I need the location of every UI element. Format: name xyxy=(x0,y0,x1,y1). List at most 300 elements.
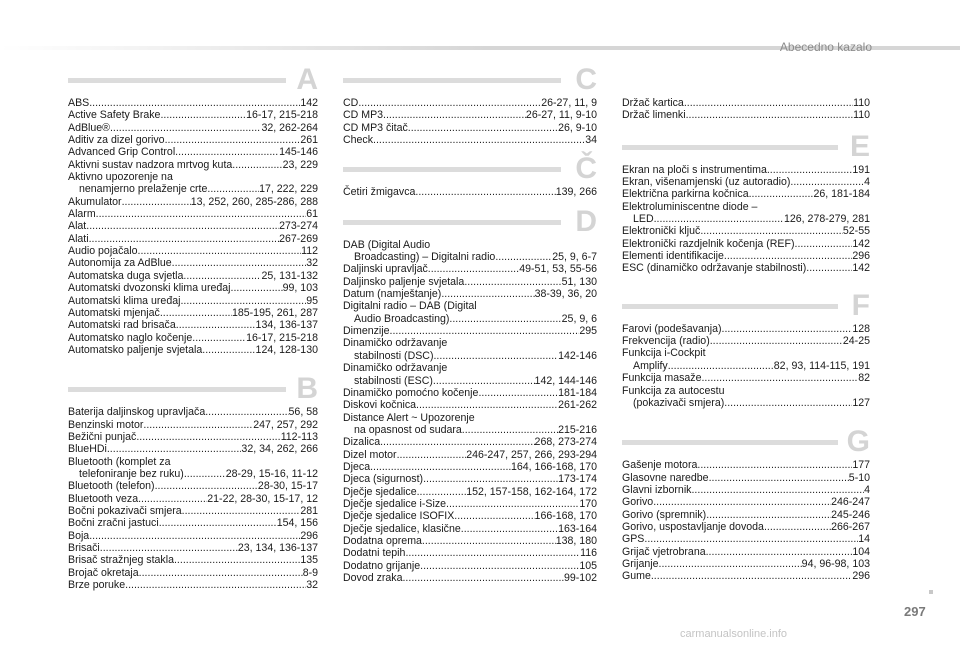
section-header xyxy=(68,372,318,406)
entry-term: CD MP3 čitač xyxy=(343,121,408,134)
index-entry xyxy=(68,319,318,331)
index-entry xyxy=(343,498,597,510)
entry-term: Dječje sjedalice, klasične xyxy=(343,522,461,535)
entry-term: Elektronički ključ xyxy=(622,225,701,238)
entry-term: Dodatno grijanje xyxy=(343,559,421,572)
section-letter: B xyxy=(296,372,318,406)
entry-pages: 32 xyxy=(306,257,318,270)
leader-dots xyxy=(180,295,306,307)
index-entry xyxy=(622,188,870,200)
leader-dots xyxy=(160,307,232,319)
leader-dots xyxy=(402,572,564,584)
index-entry xyxy=(68,505,318,517)
index-entry xyxy=(68,270,318,282)
entry-term: Daljinski upravljač xyxy=(343,263,428,276)
entry-term: Glasovne naredbe xyxy=(622,471,709,484)
entry-term: Bočni pokazivači smjera xyxy=(68,504,182,517)
section-letter: C xyxy=(575,63,597,96)
page-number: 297 xyxy=(904,604,926,619)
index-entry xyxy=(622,546,870,558)
leader-dots xyxy=(110,122,261,134)
index-entry xyxy=(622,509,870,521)
index-entry xyxy=(622,347,870,359)
leader-dots xyxy=(700,225,843,237)
index-entry xyxy=(343,547,597,559)
entry-term: Gorivo xyxy=(622,496,654,509)
entry-term: Gorivo, uspostavljanje dovoda xyxy=(622,520,764,533)
entry-term: Brisač stražnjeg stakla xyxy=(68,554,174,567)
leader-dots xyxy=(644,533,858,545)
entry-term: Grijanje xyxy=(622,557,659,570)
header-gradient-rule xyxy=(0,46,490,50)
section-rule xyxy=(343,167,561,172)
leader-dots xyxy=(174,554,300,566)
entry-term: LED xyxy=(633,213,654,226)
entry-pages: 154, 156 xyxy=(276,517,318,530)
entry-term: Bluetooth (komplet za xyxy=(68,455,171,468)
section-header xyxy=(343,63,597,97)
entry-pages: 8-9 xyxy=(302,566,318,579)
leader-dots xyxy=(428,263,519,275)
index-entry xyxy=(622,385,870,397)
index-entry xyxy=(343,535,597,547)
entry-pages: 16-17, 215-218 xyxy=(246,109,318,122)
entry-pages: 128 xyxy=(852,322,870,335)
entry-pages: 266-267 xyxy=(831,520,870,533)
index-entry xyxy=(343,424,597,436)
index-entry xyxy=(622,213,870,225)
entry-term: Funkcija i-Cockpit xyxy=(622,347,706,360)
leader-dots xyxy=(422,535,556,547)
entry-term: na opasnost od sudara xyxy=(354,423,462,436)
leader-dots xyxy=(795,238,853,250)
entry-pages: 17, 222, 229 xyxy=(259,183,318,196)
section-header xyxy=(343,205,597,239)
entry-pages: 281 xyxy=(300,504,318,517)
leader-dots xyxy=(706,509,831,521)
entry-pages: 25, 131-132 xyxy=(261,269,318,282)
entry-pages: 94, 96-98, 103 xyxy=(801,557,870,570)
index-entry xyxy=(68,134,318,146)
entry-term: Elementi identifikacije xyxy=(622,250,724,263)
leader-dots xyxy=(710,335,843,347)
entry-pages: 99, 103 xyxy=(282,282,318,295)
entry-term: Automatski rad brisača xyxy=(68,319,176,332)
index-entry xyxy=(343,239,597,251)
entry-pages: 261-262 xyxy=(558,399,597,412)
entry-term: Aditiv za dizel gorivo xyxy=(68,134,165,147)
index-entry xyxy=(68,567,318,579)
entry-list xyxy=(622,164,870,275)
leader-dots xyxy=(478,387,558,399)
leader-dots xyxy=(433,375,535,387)
section-rule xyxy=(68,387,286,392)
entry-pages: 177 xyxy=(852,459,870,472)
index-entry xyxy=(343,510,597,522)
entry-term: Akumulator xyxy=(68,195,122,208)
entry-pages: 28-29, 15-16, 11-12 xyxy=(225,467,318,480)
entry-pages: 215-216 xyxy=(558,423,597,436)
entry-pages: 124, 128-130 xyxy=(255,343,318,356)
entry-pages: 112-113 xyxy=(280,430,318,443)
entry-term: stabilnosti (DSC) xyxy=(354,349,434,362)
watermark: carmanualsonline.info xyxy=(680,628,788,640)
entry-term: Autonomija za AdBlue xyxy=(68,257,172,270)
leader-dots xyxy=(764,521,831,533)
entry-pages: 4 xyxy=(864,483,870,496)
entry-pages: 116 xyxy=(580,547,597,560)
leader-dots xyxy=(654,213,784,225)
index-entry xyxy=(68,344,318,356)
entry-term: Automatsko paljenje svjetala xyxy=(68,343,203,356)
index-entry xyxy=(68,257,318,269)
entry-pages: 82 xyxy=(858,372,870,385)
leader-dots xyxy=(139,567,303,579)
entry-pages: 26-27, 11, 9 xyxy=(541,97,597,109)
index-entry xyxy=(622,109,870,121)
entry-term: Bluetooth veza xyxy=(68,492,139,505)
entry-term: Boja xyxy=(68,529,90,542)
section-A xyxy=(68,63,318,356)
entry-term: Dimenzije xyxy=(343,325,390,338)
leader-dots xyxy=(461,523,558,535)
leader-dots xyxy=(370,461,511,473)
entry-term: Audio Broadcasting) xyxy=(354,312,450,325)
entry-pages: 16-17, 215-218 xyxy=(246,331,318,344)
index-entry xyxy=(68,332,318,344)
entry-list xyxy=(68,406,318,591)
entry-term: Brojač okretaja xyxy=(68,566,139,579)
entry-term: Držač limenki xyxy=(622,109,686,122)
leader-dots xyxy=(709,472,849,484)
index-entry xyxy=(68,233,318,245)
section-header xyxy=(343,152,597,186)
section-header xyxy=(68,63,318,97)
entry-pages: 246-247, 257, 266, 293-294 xyxy=(466,448,597,461)
entry-pages: 99-102 xyxy=(564,572,597,584)
entry-term: (pokazivači smjera) xyxy=(633,396,725,409)
entry-term: ESC (dinamičko održavanje stabilnosti) xyxy=(622,262,807,275)
entry-pages: 273-274 xyxy=(279,220,318,233)
index-entry xyxy=(622,521,870,533)
index-column-1 xyxy=(68,63,318,591)
entry-term: Električna parkirna kočnica xyxy=(622,188,749,201)
index-entry xyxy=(343,572,597,584)
entry-pages: 51, 130 xyxy=(561,275,597,288)
entry-pages: 61 xyxy=(306,208,318,221)
entry-pages: 247, 257, 292 xyxy=(253,418,318,431)
leader-dots xyxy=(192,332,246,344)
index-entry xyxy=(622,570,870,582)
section-Č xyxy=(343,152,597,198)
index-entry xyxy=(622,533,870,545)
leader-dots xyxy=(175,146,279,158)
leader-dots xyxy=(790,176,864,188)
leader-dots xyxy=(107,443,242,455)
leader-dots xyxy=(100,542,238,554)
index-entry xyxy=(622,459,870,471)
leader-dots xyxy=(159,517,277,529)
leader-dots xyxy=(701,372,858,384)
entry-term: Frekvencija (radio) xyxy=(622,335,710,348)
entry-list xyxy=(622,459,870,582)
index-entry xyxy=(68,307,318,319)
leader-dots xyxy=(806,262,852,274)
entry-pages: 295 xyxy=(579,325,597,338)
leader-dots xyxy=(408,122,558,134)
entry-pages: 145-146 xyxy=(279,146,318,159)
leader-dots xyxy=(653,496,831,508)
index-entry xyxy=(343,473,597,485)
entry-term: Farovi (podešavanja) xyxy=(622,322,722,335)
entry-term: Elektroluminiscentne diode – xyxy=(622,200,758,213)
leader-dots xyxy=(232,159,282,171)
section-letter: E xyxy=(849,129,870,163)
index-entry xyxy=(343,109,597,121)
index-entry xyxy=(343,134,597,146)
index-entry xyxy=(343,263,597,275)
entry-pages: 135 xyxy=(300,554,318,567)
leader-dots xyxy=(138,245,302,257)
index-entry xyxy=(622,496,870,508)
section-header xyxy=(622,425,870,459)
entry-term: AdBlue® xyxy=(68,121,110,134)
entry-term: Alarm xyxy=(68,208,96,221)
entry-pages: 296 xyxy=(300,529,318,542)
section-letter: D xyxy=(575,204,597,238)
entry-pages: 112 xyxy=(301,245,318,258)
entry-term: Četiri žmigavca xyxy=(343,186,416,199)
entry-term: Bluetooth (telefon) xyxy=(68,480,155,493)
entry-pages: 142 xyxy=(852,262,870,275)
entry-term: Djeca xyxy=(343,460,371,473)
leader-dots xyxy=(668,360,774,372)
index-entry xyxy=(622,335,870,347)
entry-pages: 138, 180 xyxy=(555,534,597,547)
index-entry xyxy=(343,251,597,263)
index-entry xyxy=(68,542,318,554)
leader-dots xyxy=(358,97,541,109)
entry-term: Broadcasting) – Digitalni radio xyxy=(354,251,496,264)
index-entry xyxy=(68,122,318,134)
section-D xyxy=(343,205,597,585)
index-entry xyxy=(68,431,318,443)
entry-term: Automatsko naglo kočenje xyxy=(68,331,193,344)
entry-pages: 142, 144-146 xyxy=(534,374,597,387)
entry-pages: 25, 9, 6-7 xyxy=(552,251,597,264)
entry-pages: 261 xyxy=(300,134,318,147)
entry-list xyxy=(68,97,318,356)
leader-dots xyxy=(89,530,300,542)
entry-pages: 21-22, 28-30, 15-17, 12 xyxy=(207,492,318,505)
entry-term: Advanced Grip Control xyxy=(68,146,176,159)
section-letter: A xyxy=(296,63,318,96)
entry-pages: 26-27, 11, 9-10 xyxy=(525,109,597,122)
entry-list xyxy=(622,323,870,409)
leader-dots xyxy=(449,313,561,325)
index-entry xyxy=(68,517,318,529)
index-entry xyxy=(343,387,597,399)
index-entry xyxy=(622,372,870,384)
page-title: Abecedno kazalo xyxy=(779,40,872,54)
index-entry xyxy=(622,250,870,262)
leader-dots xyxy=(691,484,864,496)
leader-dots xyxy=(165,134,301,146)
entry-list xyxy=(343,239,597,585)
entry-pages: 152, 157-158, 162-164, 172 xyxy=(466,485,597,498)
entry-term: Brze poruke xyxy=(68,579,126,592)
entry-term: Dizel motor xyxy=(343,448,397,461)
leader-dots xyxy=(415,186,555,198)
entry-pages: 49-51, 53, 55-56 xyxy=(519,263,597,276)
leader-dots xyxy=(136,431,280,443)
index-entry xyxy=(622,238,870,250)
leader-dots xyxy=(697,459,852,471)
entry-pages: 163-164 xyxy=(558,522,597,535)
entry-pages: 26, 181-184 xyxy=(813,188,870,201)
leader-dots xyxy=(464,276,561,288)
section-rule xyxy=(622,304,838,309)
entry-term: Distance Alert ~ Upozorenje xyxy=(343,411,475,424)
index-entry xyxy=(343,313,597,325)
section-letter: F xyxy=(851,288,870,322)
entry-term: GPS xyxy=(622,533,645,546)
entry-pages: 110 xyxy=(853,109,870,122)
leader-dots xyxy=(207,183,259,195)
section-G xyxy=(622,425,870,582)
leader-dots xyxy=(373,134,585,146)
index-entry xyxy=(343,325,597,337)
index-column-3 xyxy=(622,97,870,583)
entry-term: Brisači xyxy=(68,542,100,554)
index-entry xyxy=(622,164,870,176)
header-solid-rule xyxy=(490,46,960,50)
section-header xyxy=(622,130,870,164)
entry-list xyxy=(622,97,870,122)
section-Dž xyxy=(622,97,870,122)
page-marker xyxy=(929,590,933,594)
entry-pages: 14 xyxy=(858,533,870,546)
section-B xyxy=(68,372,318,591)
leader-dots xyxy=(202,344,255,356)
entry-pages: 95 xyxy=(306,294,318,307)
leader-dots xyxy=(405,547,580,559)
leader-dots xyxy=(390,325,580,337)
entry-pages: 110 xyxy=(853,97,870,109)
index-entry xyxy=(343,122,597,134)
entry-term: Aktivni sustav nadzora mrtvog kuta xyxy=(68,158,233,171)
entry-term: DAB (Digital Audio xyxy=(343,238,431,251)
leader-dots xyxy=(172,257,307,269)
entry-term: Datum (namještanje) xyxy=(343,288,442,301)
leader-dots xyxy=(231,282,283,294)
index-entry xyxy=(68,468,318,480)
leader-dots xyxy=(89,233,280,245)
entry-pages: 56, 58 xyxy=(288,406,318,419)
index-entry xyxy=(68,295,318,307)
leader-dots xyxy=(138,493,207,505)
entry-pages: 164, 166-168, 170 xyxy=(510,460,597,473)
entry-term: Gašenje motora xyxy=(622,459,698,472)
section-F xyxy=(622,289,870,409)
index-entry xyxy=(343,337,597,349)
leader-dots xyxy=(143,419,253,431)
index-entry xyxy=(622,484,870,496)
entry-term: Daljinsko paljenje svjetala xyxy=(343,275,465,288)
entry-pages: 142-146 xyxy=(558,349,597,362)
entry-pages: 52-55 xyxy=(842,225,870,238)
index-entry xyxy=(622,225,870,237)
index-entry xyxy=(68,419,318,431)
entry-term: Dodatni tepih xyxy=(343,547,406,560)
index-entry xyxy=(68,493,318,505)
leader-dots xyxy=(184,468,226,480)
leader-dots xyxy=(176,319,256,331)
index-entry xyxy=(343,436,597,448)
entry-pages: 296 xyxy=(852,570,870,583)
entry-term: CD xyxy=(343,97,359,109)
leader-dots xyxy=(495,251,552,263)
entry-pages: 139, 266 xyxy=(555,186,597,199)
entry-term: Elektronički razdjelnik kočenja (REF) xyxy=(622,237,795,250)
index-entry xyxy=(68,406,318,418)
entry-term: Dinamičko pomoćno kočenje xyxy=(343,386,479,399)
entry-term: Ekran, višenamjenski (uz autoradio) xyxy=(622,176,791,189)
leader-dots xyxy=(96,208,307,220)
entry-pages: 245-246 xyxy=(831,508,870,521)
leader-dots xyxy=(155,480,258,492)
section-rule xyxy=(343,220,561,225)
entry-term: Dizalica xyxy=(343,436,381,449)
index-entry xyxy=(622,397,870,409)
index-entry xyxy=(343,399,597,411)
index-entry xyxy=(68,443,318,455)
entry-term: Automatski klima uređaj xyxy=(68,294,181,307)
entry-term: Amplify xyxy=(633,359,668,372)
index-entry xyxy=(68,196,318,208)
entry-pages: 26, 9-10 xyxy=(558,121,597,134)
entry-pages: 127 xyxy=(852,396,870,409)
entry-term: Ekran na ploči s instrumentima xyxy=(622,163,767,176)
leader-dots xyxy=(182,505,301,517)
index-entry xyxy=(622,472,870,484)
entry-pages: 82, 93, 114-115, 191 xyxy=(773,359,870,372)
entry-pages: 5-10 xyxy=(848,471,870,484)
index-column-2 xyxy=(343,63,597,584)
index-entry xyxy=(68,183,318,195)
entry-pages: 170 xyxy=(579,497,597,510)
entry-term: ABS xyxy=(68,97,90,109)
index-entry xyxy=(343,276,597,288)
index-entry xyxy=(68,97,318,109)
leader-dots xyxy=(724,397,852,409)
leader-dots xyxy=(433,350,558,362)
entry-pages: 104 xyxy=(852,545,870,558)
index-entry xyxy=(622,97,870,109)
index-entry xyxy=(68,554,318,566)
leader-dots xyxy=(125,579,306,591)
entry-pages: 38-39, 36, 20 xyxy=(534,288,597,301)
entry-list xyxy=(343,186,597,198)
entry-pages: 28-30, 15-17 xyxy=(257,480,318,493)
index-entry xyxy=(622,558,870,570)
leader-dots xyxy=(383,109,526,121)
index-entry xyxy=(68,579,318,591)
index-entry xyxy=(68,109,318,121)
index-entry xyxy=(622,201,870,213)
entry-term: stabilnosti (ESC) xyxy=(354,374,433,387)
entry-term: Dinamičko održavanje xyxy=(343,337,448,350)
